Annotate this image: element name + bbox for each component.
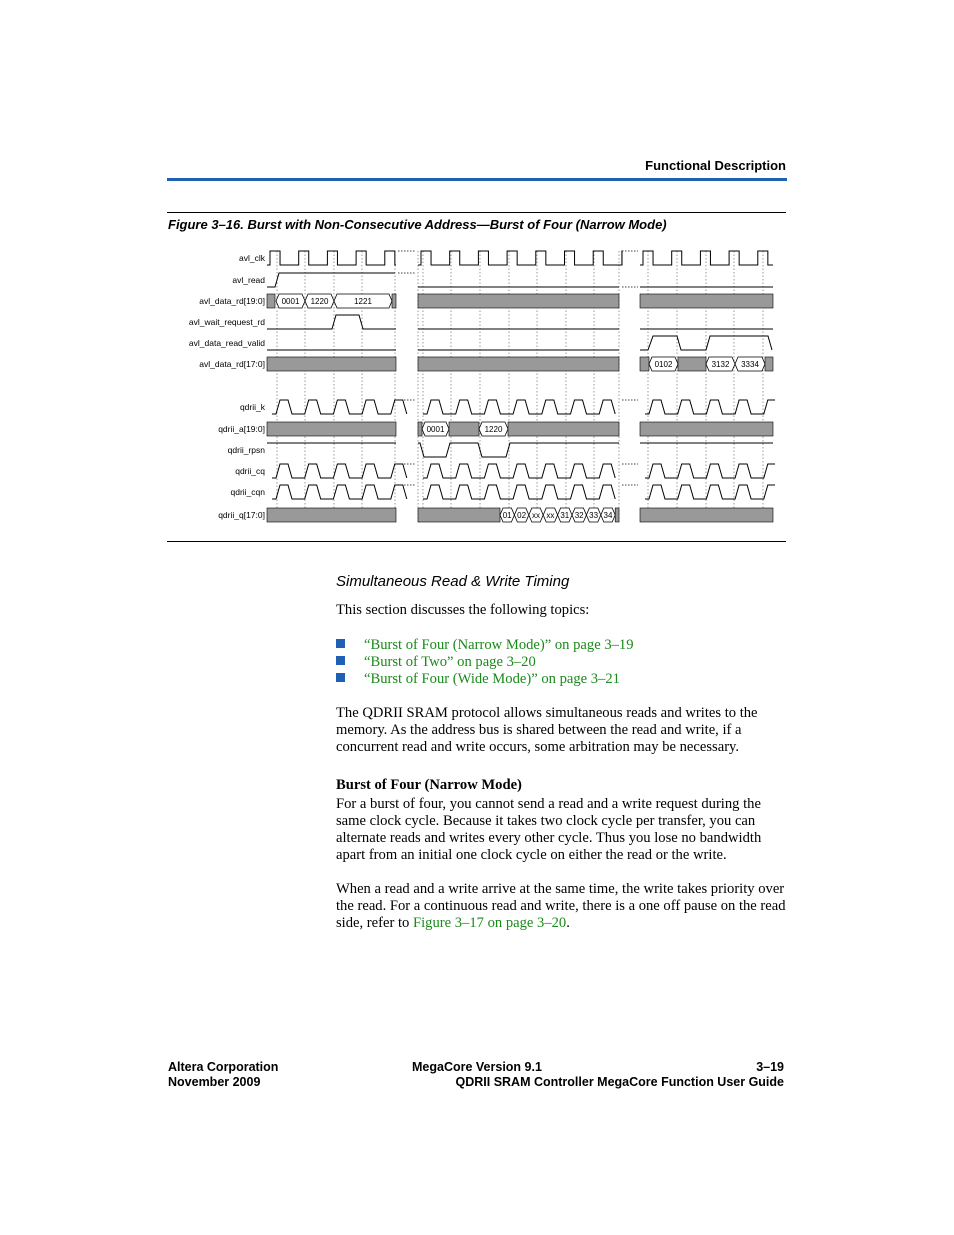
signal-label: qdrii_q[17:0] <box>218 510 265 520</box>
bus-value-label: 01 <box>502 511 512 520</box>
topic-item[interactable] <box>336 671 620 688</box>
subsection-heading: Burst of Four (Narrow Mode) <box>336 777 522 793</box>
avl-clk-wave <box>267 251 396 265</box>
bus-value-label: 32 <box>574 511 584 520</box>
topic-item[interactable] <box>336 637 634 654</box>
bus-idle-segment <box>640 422 773 436</box>
bus-idle-segment <box>765 357 773 371</box>
bus-idle-segment <box>640 294 773 308</box>
qdrii-clock-wave <box>645 464 775 478</box>
topic-link[interactable]: “Burst of Two” on page 3–20 <box>364 654 536 670</box>
footer-page-number: 3–19 <box>756 1060 784 1074</box>
bus-idle-segment <box>508 422 619 436</box>
qdrii-clock-wave <box>645 485 775 499</box>
bus-value-label: 1221 <box>354 297 372 306</box>
bus-idle-segment <box>267 508 396 522</box>
avl-clk-wave <box>640 251 773 265</box>
paragraph <box>336 881 788 932</box>
bus-idle-segment <box>267 422 396 436</box>
running-header: Functional Description <box>645 158 786 173</box>
intro-text: This section discusses the following topics: <box>336 602 590 618</box>
footer-date: November 2009 <box>168 1075 261 1089</box>
signal-label: qdrii_a[19:0] <box>218 424 265 434</box>
timing-diagram <box>170 246 775 531</box>
paragraph-text: When a read and a write arrive at the same time, the write takes priority over the read. For a continuous read and write, there is a one off pause on the read side, refer to <box>336 881 786 931</box>
bus-idle-segment <box>392 294 396 308</box>
header-rule <box>167 178 787 181</box>
avl-read-wave <box>267 273 395 287</box>
qdrii-clock-wave <box>272 464 407 478</box>
bus-value-label: 1220 <box>310 297 329 306</box>
bus-value-label: 0102 <box>654 360 673 369</box>
signal-label: avl_read <box>232 275 265 285</box>
figure-caption: Figure 3–16. Burst with Non-Consecutive Address—Burst of Four (Narrow Mode) <box>168 217 667 232</box>
bus-idle-segment <box>418 508 500 522</box>
square-bullet-icon <box>336 673 345 682</box>
footer-guide-title: QDRII SRAM Controller MegaCore Function User Guide <box>455 1075 784 1089</box>
bus-idle-segment <box>449 422 479 436</box>
paragraph: The QDRII SRAM protocol allows simultaneous reads and writes to the memory. As the address bus is shared between the read and write, if a concurrent read and write occurs, some arbitration may be necessary. <box>336 705 758 755</box>
paragraph-text: . <box>566 915 570 931</box>
bus-idle-segment <box>678 357 706 371</box>
bus-idle-segment <box>418 422 422 436</box>
square-bullet-icon <box>336 639 345 648</box>
signal-label: qdrii_cqn <box>230 487 265 497</box>
signal-label: avl_clk <box>239 253 265 263</box>
square-bullet-icon <box>336 656 345 665</box>
bus-value-label: 33 <box>589 511 599 520</box>
bus-value-label: 3132 <box>711 360 730 369</box>
signal-label: avl_data_rd[17:0] <box>199 359 265 369</box>
footer-version: MegaCore Version 9.1 <box>412 1060 542 1074</box>
bus-value-label: 34 <box>603 511 613 520</box>
topic-link[interactable]: “Burst of Four (Narrow Mode)” on page 3–19 <box>364 637 634 653</box>
qdrii-clock-wave <box>645 400 775 414</box>
qdrii-clock-wave <box>272 485 407 499</box>
section-heading: Simultaneous Read & Write Timing <box>336 573 570 590</box>
bus-value-label: 31 <box>560 511 570 520</box>
bus-value-label: xx <box>546 511 555 520</box>
qdrii-clock-wave <box>423 400 615 414</box>
bus-value-label: 3334 <box>741 360 759 369</box>
figure-top-rule <box>167 212 786 213</box>
bus-idle-segment <box>418 294 619 308</box>
figure-link[interactable]: Figure 3–17 on page 3–20 <box>413 915 567 931</box>
paragraph: For a burst of four, you cannot send a read and a write request during the same clock cycle. Because it takes two clock cycle per transfer, you can alternate reads and writes every other cycle. Thus you lose no bandwidth apart from an initial one clock cycle on either the read or the write. <box>336 796 762 863</box>
topic-link[interactable]: “Burst of Four (Wide Mode)” on page 3–21 <box>364 671 620 687</box>
figure-bottom-rule <box>167 541 786 542</box>
bus-idle-segment <box>640 508 773 522</box>
avl-clk-wave <box>418 251 622 265</box>
rpsn-wave <box>418 443 619 457</box>
bus-idle-segment <box>615 508 619 522</box>
bus-value-label: 1220 <box>484 425 503 434</box>
qdrii-clock-wave <box>423 464 615 478</box>
wait-request-wave <box>267 315 396 329</box>
signal-label: avl_data_rd[19:0] <box>199 296 265 306</box>
signal-label: avl_wait_request_rd <box>188 317 265 327</box>
signal-label: qdrii_rpsn <box>227 445 265 455</box>
bus-value-label: 02 <box>517 511 527 520</box>
bus-value-label: 0001 <box>281 297 300 306</box>
bus-value-label: 0001 <box>426 425 445 434</box>
bus-idle-segment <box>418 357 619 371</box>
qdrii-clock-wave <box>272 400 407 414</box>
signal-label: qdrii_k <box>239 402 265 412</box>
topic-item[interactable] <box>336 654 536 671</box>
signal-label: avl_data_read_valid <box>188 338 265 348</box>
bus-idle-segment <box>267 294 275 308</box>
bus-value-label: xx <box>532 511 540 520</box>
qdrii-clock-wave <box>423 485 615 499</box>
bus-idle-segment <box>267 357 396 371</box>
footer-company: Altera Corporation <box>168 1060 279 1074</box>
bus-idle-segment <box>640 357 649 371</box>
signal-label: qdrii_cq <box>235 466 265 476</box>
